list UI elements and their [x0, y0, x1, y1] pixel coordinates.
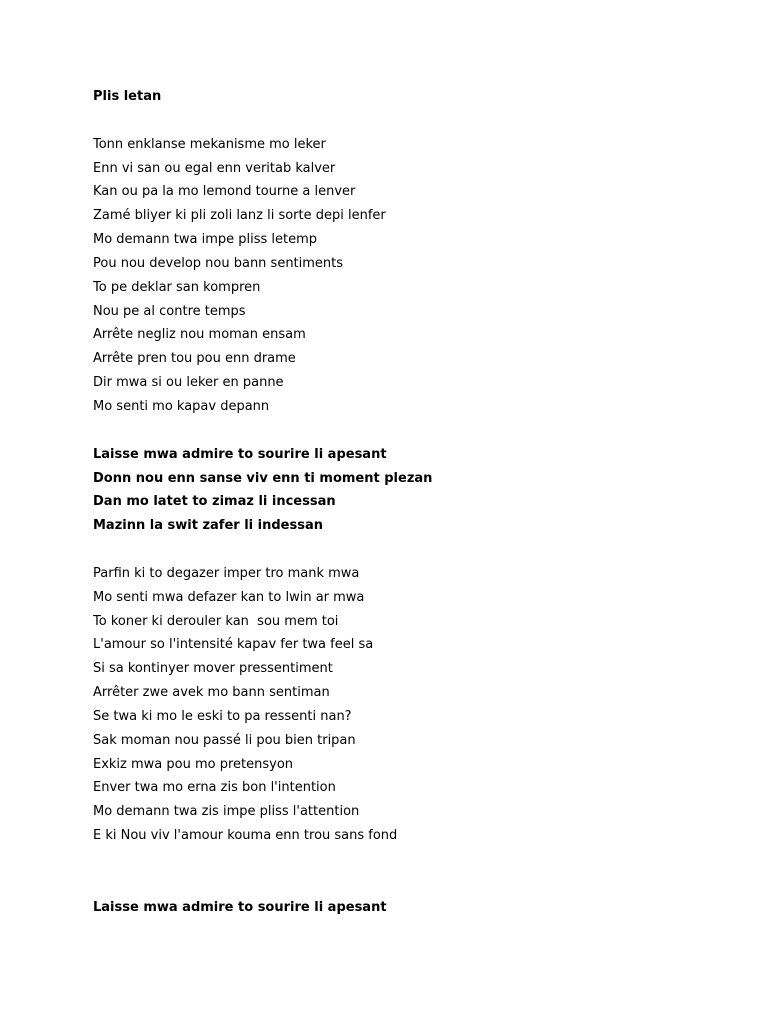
lyric-line: L'amour so l'intensité kapav fer twa feel sa: [93, 637, 374, 653]
lyric-line: Zamé bliyer ki pli zoli lanz li sorte depi lenfer: [93, 208, 386, 224]
lyrics-document: [93, 85, 733, 920]
verse-1: [93, 133, 733, 419]
lyric-line: Enver twa mo erna zis bon l'intention: [93, 780, 336, 796]
chorus: [93, 443, 733, 538]
lyric-line: Si sa kontinyer mover pressentiment: [93, 661, 333, 677]
lyric-line: Tonn enklanse mekanisme mo leker: [93, 136, 326, 152]
lyric-line: Kan ou pa la mo lemond tourne a lenver: [93, 184, 356, 200]
lyric-line: Mo demann twa impe pliss letemp: [93, 232, 318, 248]
lyric-line: Exkiz mwa pou mo pretensyon: [93, 756, 294, 772]
lyric-line: Mo senti mwa defazer kan to lwin ar mwa: [93, 589, 365, 605]
lyric-line: To koner ki derouler kan sou mem toi: [93, 613, 339, 629]
lyric-line: Arrêter zwe avek mo bann sentiman: [93, 685, 330, 701]
lyric-line: Sak moman nou passé li pou bien tripan: [93, 732, 356, 748]
lyric-line: Nou pe al contre temps: [93, 303, 246, 319]
lyric-line: Enn vi san ou egal enn veritab kalver: [93, 160, 336, 176]
chorus-line: Dan mo latet to zimaz li incessan: [93, 494, 336, 510]
chorus-line: Mazinn la swit zafer li indessan: [93, 518, 323, 534]
chorus-line: Laisse mwa admire to sourire li apesant: [93, 899, 387, 915]
lyric-line: Se twa ki mo le eski to pa ressenti nan?: [93, 708, 352, 724]
lyric-line: Arrête pren tou pou enn drame: [93, 351, 296, 367]
lyric-line: E ki Nou viv l'amour kouma enn trou sans fond: [93, 828, 398, 844]
verse-2: [93, 562, 733, 848]
lyric-line: Mo demann twa zis impe pliss l'attention: [93, 804, 360, 820]
lyric-line: To pe deklar san kompren: [93, 279, 261, 295]
song-title: Plis letan: [93, 89, 162, 104]
lyric-line: Mo senti mo kapav depann: [93, 398, 270, 414]
lyric-line: Arrête negliz nou moman ensam: [93, 327, 306, 343]
lyric-line: Pou nou develop nou bann sentiments: [93, 255, 344, 271]
chorus-line: Laisse mwa admire to sourire li apesant: [93, 446, 387, 462]
chorus-repeat: [93, 896, 733, 920]
lyric-line: Dir mwa si ou leker en panne: [93, 375, 284, 391]
chorus-line: Donn nou enn sanse viv enn ti moment plezan: [93, 470, 433, 486]
lyric-line: Parfin ki to degazer imper tro mank mwa: [93, 565, 360, 581]
